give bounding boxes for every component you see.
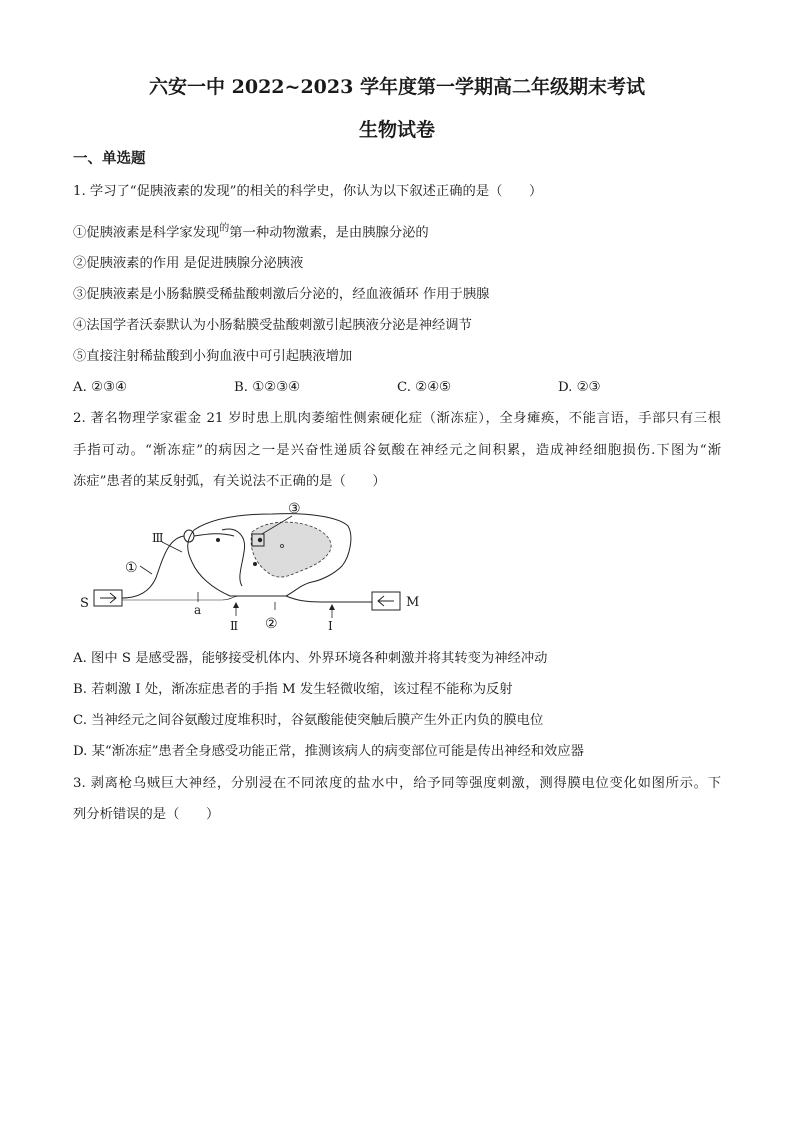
q1-statement-4: ④法国学者沃泰默认为小肠黏膜受盐酸刺激引起胰液分泌是神经调节 bbox=[73, 318, 472, 333]
exam-subtitle: 生物试卷 bbox=[358, 119, 435, 141]
q2-stem-line-1: 2. 著名物理学家霍金 21 岁时患上肌肉萎缩性侧索硬化症（渐冻症），全身瘫痪，不能言语，手部只有三根 bbox=[73, 411, 721, 426]
q1-option-b[interactable]: B. ①②③④ bbox=[234, 380, 300, 395]
q2-option-d[interactable]: D. 某“渐冻症”患者全身感受功能正常，推测该病人的病变部位可能是传出神经和效应器 bbox=[73, 744, 584, 759]
neuron-dot-3 bbox=[253, 562, 257, 566]
neuron-dot-1 bbox=[216, 538, 220, 542]
label-m: M bbox=[406, 595, 420, 610]
q1-statement-3: ③促胰液素是小肠黏膜受稀盐酸刺激后分泌的，经血液循环 作用于胰腺 bbox=[73, 287, 490, 302]
label-s: S bbox=[80, 596, 89, 611]
efferent-fiber bbox=[286, 596, 372, 602]
label-a: a bbox=[194, 603, 202, 617]
interneuron-path bbox=[222, 529, 245, 586]
q1-statement-2: ②促胰液素的作用 是促进胰腺分泌胰液 bbox=[73, 256, 304, 271]
q1-statement-1a: ①促胰液素是科学家发现 bbox=[73, 225, 220, 241]
q2-option-a[interactable]: A. 图中 S 是感受器，能够接受机体内、外界环境各种刺激并将其转变为神经冲动 bbox=[73, 651, 548, 666]
effector-arrow-icon bbox=[378, 596, 394, 606]
label-ii: Ⅱ bbox=[230, 619, 239, 633]
receptor-arrow-icon bbox=[100, 593, 116, 603]
exam-title: 六安一中 2022~2023 学年度第一学期高二年级期末考试 bbox=[149, 76, 645, 98]
pointer-iii bbox=[162, 542, 182, 552]
q3-stem-line-2: 列分析错误的是（ ） bbox=[73, 807, 220, 822]
label-i: Ⅰ bbox=[328, 619, 333, 633]
q1-statement-5: ⑤直接注射稀盐酸到小狗血液中可引起胰液增加 bbox=[73, 349, 353, 364]
q2-option-c[interactable]: C. 当神经元之间谷氨酸过度堆积时，谷氨酸能使突触后膜产生外正内负的膜电位 bbox=[73, 713, 544, 728]
label-circle-2: ② bbox=[265, 616, 278, 632]
arrow-i-head bbox=[329, 604, 335, 610]
dorsal-root bbox=[194, 534, 234, 536]
neuron-dot-2 bbox=[258, 538, 262, 542]
label-circle-3: ③ bbox=[288, 501, 301, 517]
label-iii: Ⅲ bbox=[152, 531, 164, 545]
q1-statement-1 bbox=[73, 220, 429, 242]
q1-option-c[interactable]: C. ②④⑤ bbox=[397, 380, 451, 395]
reflex-arc-diagram bbox=[72, 496, 420, 636]
q3-stem-line-1: 3. 剥离枪乌贼巨大神经，分别浸在不同浓度的盐水中，给予同等强度刺激，测得膜电位变化如图所示。下 bbox=[73, 776, 721, 791]
gray-matter bbox=[251, 522, 331, 577]
label-circle-1: ① bbox=[125, 560, 138, 576]
q1-statement-1-sup: 的 bbox=[219, 223, 230, 234]
arrow-ii-head bbox=[233, 602, 239, 608]
section-heading: 一、单选题 bbox=[73, 150, 146, 167]
q1-statement-1b: 第一种动物激素，是由胰腺分泌的 bbox=[229, 225, 429, 241]
q2-option-b[interactable]: B. 若刺激 I 处，渐冻症患者的手指 M 发生轻微收缩，该过程不能称为反射 bbox=[73, 682, 513, 697]
q1-stem: 1. 学习了“促胰液素的发现”的相关的科学史，你认为以下叙述正确的是（ ） bbox=[73, 184, 543, 199]
q2-stem-line-3: 冻症”患者的某反射弧，有关说法不正确的是（ ） bbox=[73, 474, 386, 489]
q2-stem-line-2: 手指可动。“渐冻症”的病因之一是兴奋性递质谷氨酸在神经元之间积累，造成神经细胞损伤.下图为“渐 bbox=[73, 443, 721, 458]
pointer-1 bbox=[140, 566, 152, 574]
afferent-base bbox=[122, 596, 240, 600]
q1-option-a[interactable]: A. ②③④ bbox=[73, 380, 127, 395]
q1-option-d[interactable]: D. ②③ bbox=[558, 380, 601, 395]
